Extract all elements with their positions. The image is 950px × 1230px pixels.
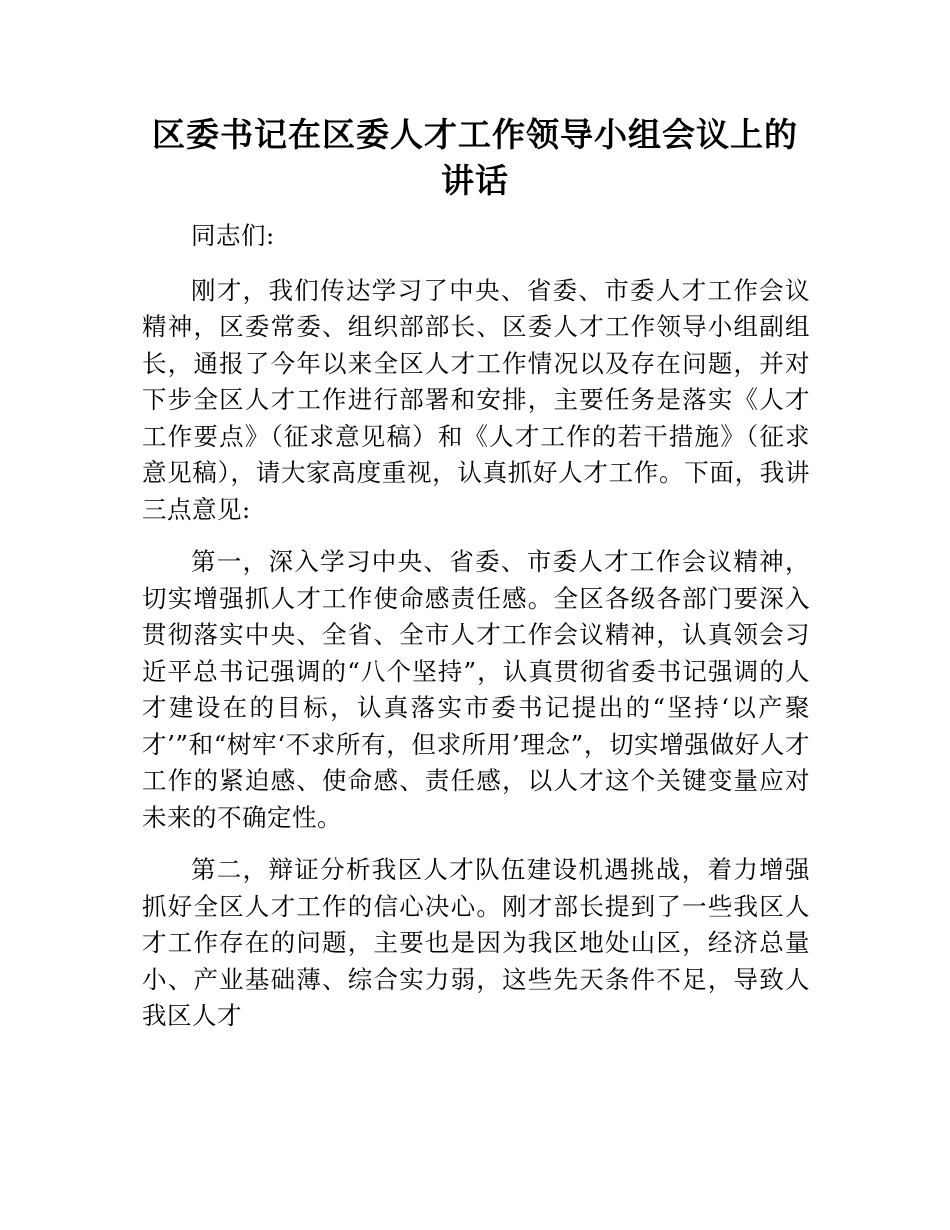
- paragraph-2: 第一，深入学习中央、省委、市委人才工作会议精神，切实增强抓人才工作使命感责任感。全区各级各部门要深入贯彻落实中央、全省、全市人才工作会议精神，认真领会习近平总书记强调的“八个坚持”，认真贯彻省委书记强调的人才建设在的目标，认真落实市委书记提出的“坚持‘以产聚才’”和“树牢‘不求所有，但求所用’理念”，切实增强做好人才工作的紧迫感、使命感、责任感，以人才这个关键变量应对未来的不确定性。: [142, 547, 810, 832]
- paragraph-3: 第二，辩证分析我区人才队伍建设机遇挑战，着力增强抓好全区人才工作的信心决心。刚才部长提到了一些我区人才工作存在的问题，主要也是因为我区地处山区，经济总量小、产业基础薄、综合实力弱，这些先天条件不足，导致人我区人才: [142, 855, 810, 1030]
- document-body: [142, 218, 810, 1051]
- document-title: 区委书记在区委人才工作领导小组会议上的讲话: [152, 115, 798, 200]
- greeting: 同志们:: [191, 221, 275, 250]
- paragraph-1: 刚才，我们传达学习了中央、省委、市委人才工作会议精神，区委常委、组织部部长、区委人才工作领导小组副组长，通报了今年以来全区人才工作情况以及存在问题，并对下步全区人才工作进行部署和安排，主要任务是落实《人才工作要点》（征求意见稿）和《人才工作的若干措施》（征求意见稿），请大家高度重视，认真抓好人才工作。下面，我讲三点意见:: [142, 275, 810, 524]
